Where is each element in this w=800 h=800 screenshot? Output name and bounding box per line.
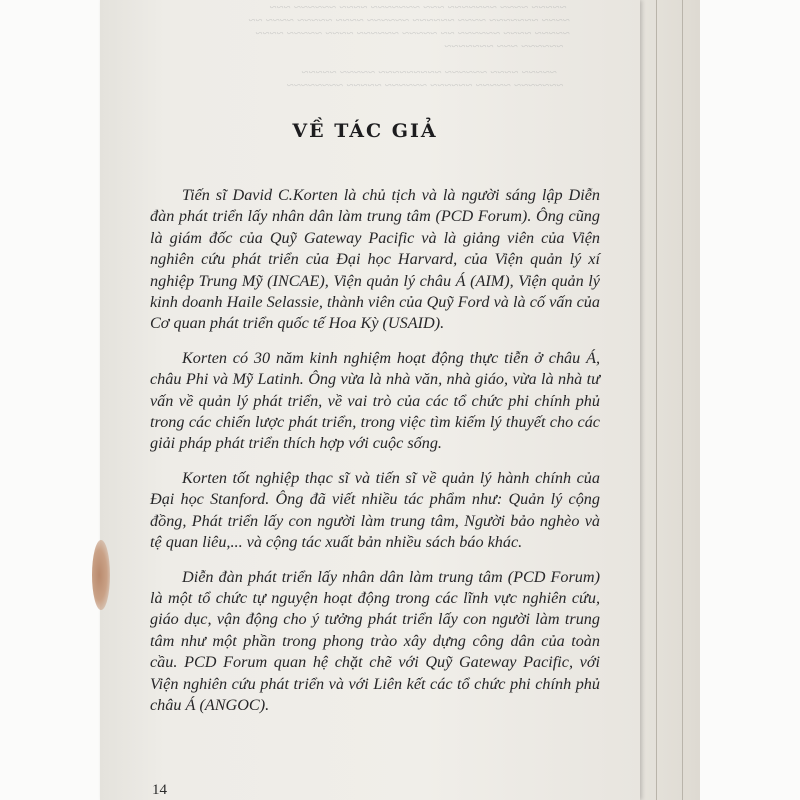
body-text [150,185,600,729]
background-left [0,0,100,800]
background-right [700,0,800,800]
paragraph: Korten tốt nghiệp thạc sĩ và tiến sĩ về quản lý hành chính của Đại học Stanford. Ông đã viết nhiều tác phẩm như: Quản lý cộng đồng, Phát triển lấy con người làm trung tâm, Người bảo nghèo và tệ quan liêu,... và cộng tác xuất bản nhiều sách báo khác. [150,468,600,552]
paragraph: Diễn đàn phát triển lấy nhân dân làm trung tâm (PCD Forum) là một tổ chức tự nguyện hoạt động trong các lĩnh vực nghiên cứu, giáo dục, vận động cho ý tưởng phát triển lấy con người làm trung tâm như một phần trong phong trào xây dựng công dân của toàn cầu. PCD Forum quan hệ chặt chẽ với Quỹ Gateway Pacific, với Viện nghiên cứu phát triển và với Liên kết các tổ chức phi chính phủ châu Á (ANGOC). [150,567,600,714]
page-number: 14 [152,782,167,798]
page-title: VỀ TÁC GIẢ [292,120,438,142]
paragraph: Korten có 30 năm kinh nghiệm hoạt động thực tiễn ở châu Á, châu Phi và Mỹ Latinh. Ông vừa là nhà văn, nhà giáo, vừa là nhà tư vấn về quản lý phát triển, về vai trò của các tổ chức phi chính phủ trong các chiến lược phát triển, trong việc tìm kiếm lý thuyết cho các giải pháp phát triển thích hợp với cuộc sống. [150,348,600,453]
paragraph: Tiến sĩ David C.Korten là chủ tịch và là người sáng lập Diễn đàn phát triển lấy nhân dân làm trung tâm (PCD Forum). Ông cũng là giám đốc của Quỹ Gateway Pacific và là giảng viên của Viện nghiên cứu phát triển của Đại học Harvard, của Viện quản lý xí nghiệp Trung Mỹ (INCAE), Viện quản lý châu Á (AIM), Viện quản lý kinh doanh Haile Selassie, thành viên của Quỹ Ford và là cố vấn của Cơ quan phát triển quốc tế Hoa Kỳ (USAID). [150,186,600,333]
page-edge-line [682,0,683,800]
show-through-text: ~~~~~ ~~~~ ~~~~~~~ ~~~ ~~~~~~~ ~~~~ ~~~~~~ ~~~ ~~~~ ~~~~~~~ ~~~~ ~~~~~~ ~~~~~~ ~~~~ ~~~~~ ~~~~ ~~ ~~~~~ ~~~~ ~~~~~~ ~~ ~~~~~ ~~~~~~ ~~~~ ~~~~~ ~~~~ ~~~~~~ ~~~ ~~~~~~~ ~~~~~ ~~~~ ~~~~~~ ~~~~~~~~~ ~~~~~ ~~~~~ ~~~~~~~ ~~~~~ ~~~~~~ ~~~~~~ ~~~~~ ~~~~~~~~ [248,0,570,92]
page-edge-line [656,0,657,800]
thumb-shadow [92,540,110,610]
